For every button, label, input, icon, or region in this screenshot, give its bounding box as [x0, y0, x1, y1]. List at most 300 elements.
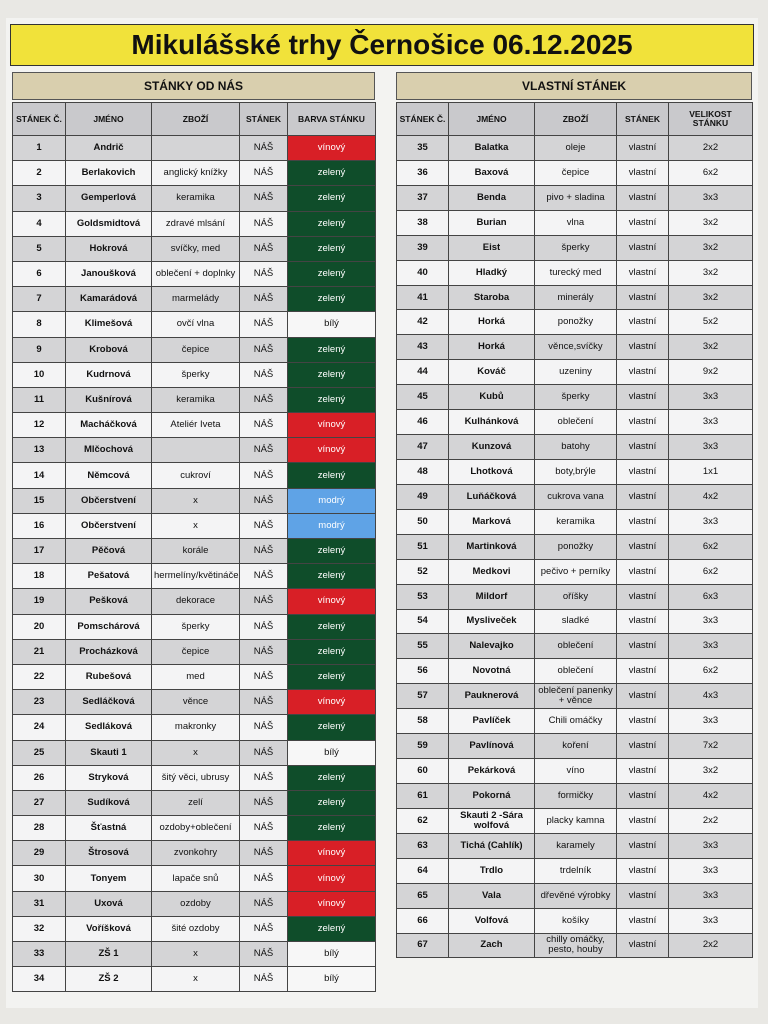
stall-size-cell: 3x3 — [669, 858, 753, 883]
table-row — [397, 584, 753, 609]
table-row — [397, 759, 753, 784]
table-row — [397, 435, 753, 460]
table-row — [13, 916, 376, 941]
table-row — [13, 161, 376, 186]
table-row — [13, 816, 376, 841]
stall-size-cell: 3x3 — [669, 509, 753, 534]
stall-size-cell: 3x3 — [669, 908, 753, 933]
goods-cell — [152, 136, 240, 161]
name-cell: Pěčová — [66, 539, 152, 564]
table-header-row — [13, 103, 376, 136]
table-row — [13, 362, 376, 387]
name-cell: Kováč — [449, 360, 535, 385]
stall-color-cell: zelený — [288, 211, 376, 236]
stall-number-cell: 36 — [397, 160, 449, 185]
stall-number-cell: 43 — [397, 335, 449, 360]
table-row — [397, 459, 753, 484]
stall-size-cell: 6x2 — [669, 559, 753, 584]
goods-cell: oblečení + doplnky — [152, 261, 240, 286]
goods-cell: trdelník — [535, 858, 617, 883]
stall-number-cell: 40 — [397, 260, 449, 285]
table-row — [397, 783, 753, 808]
stall-size-cell: 3x3 — [669, 709, 753, 734]
goods-cell: ozdoby+oblečení — [152, 816, 240, 841]
stand-type-cell: NÁŠ — [240, 539, 288, 564]
stall-color-cell: zelený — [288, 816, 376, 841]
stall-color-cell: vínový — [288, 413, 376, 438]
name-cell: Macháčková — [66, 413, 152, 438]
stall-number-cell: 4 — [13, 211, 66, 236]
stall-size-cell: 6x2 — [669, 534, 753, 559]
goods-cell: keramika — [535, 509, 617, 534]
stall-number-cell: 67 — [397, 933, 449, 958]
stall-color-cell: zelený — [288, 387, 376, 412]
stand-type-cell: NÁŠ — [240, 715, 288, 740]
goods-cell: minerály — [535, 285, 617, 310]
name-cell: Procházková — [66, 639, 152, 664]
stall-number-cell: 56 — [397, 659, 449, 684]
table-row — [397, 933, 753, 958]
goods-cell: uzeniny — [535, 360, 617, 385]
stall-size-cell: 5x2 — [669, 310, 753, 335]
stall-number-cell: 7 — [13, 287, 66, 312]
column-header: BARVA STÁNKU — [288, 103, 376, 136]
name-cell: Skauti 2 -Sára wolfová — [449, 808, 535, 833]
stall-number-cell: 51 — [397, 534, 449, 559]
table-row — [397, 709, 753, 734]
stall-number-cell: 53 — [397, 584, 449, 609]
stand-type-cell: NÁŠ — [240, 362, 288, 387]
goods-cell: x — [152, 967, 240, 992]
name-cell: Kamarádová — [66, 287, 152, 312]
column-header: ZBOŽÍ — [535, 103, 617, 136]
stall-number-cell: 24 — [13, 715, 66, 740]
stand-type-cell: NÁŠ — [240, 816, 288, 841]
stall-color-cell: zelený — [288, 161, 376, 186]
stall-color-cell: zelený — [288, 790, 376, 815]
name-cell: Marková — [449, 509, 535, 534]
table-row — [397, 659, 753, 684]
goods-cell: zdravé mlsání — [152, 211, 240, 236]
table-row — [13, 841, 376, 866]
left-section-heading: STÁNKY OD NÁS — [12, 72, 375, 100]
table-row — [13, 564, 376, 589]
stall-number-cell: 47 — [397, 435, 449, 460]
stall-number-cell: 26 — [13, 765, 66, 790]
goods-cell: šperky — [152, 614, 240, 639]
stand-type-cell: NÁŠ — [240, 639, 288, 664]
goods-cell: x — [152, 942, 240, 967]
stand-type-cell: vlastní — [617, 534, 669, 559]
stall-number-cell: 16 — [13, 513, 66, 538]
goods-cell: makronky — [152, 715, 240, 740]
stall-color-cell: zelený — [288, 337, 376, 362]
stall-size-cell: 3x3 — [669, 410, 753, 435]
table-row — [397, 684, 753, 709]
name-cell: Sudíková — [66, 790, 152, 815]
table-row — [397, 260, 753, 285]
table-row — [13, 186, 376, 211]
stand-type-cell: vlastní — [617, 808, 669, 833]
goods-cell: med — [152, 664, 240, 689]
goods-cell: keramika — [152, 186, 240, 211]
table-row — [397, 235, 753, 260]
stall-number-cell: 34 — [13, 967, 66, 992]
stall-color-cell: vínový — [288, 136, 376, 161]
stall-color-cell: zelený — [288, 261, 376, 286]
name-cell: Kušnírová — [66, 387, 152, 412]
table-row — [13, 765, 376, 790]
stall-color-cell: zelený — [288, 362, 376, 387]
goods-cell: sladké — [535, 609, 617, 634]
stall-number-cell: 23 — [13, 690, 66, 715]
table-row — [13, 614, 376, 639]
stall-number-cell: 29 — [13, 841, 66, 866]
stand-type-cell: vlastní — [617, 659, 669, 684]
stand-type-cell: NÁŠ — [240, 891, 288, 916]
stall-number-cell: 18 — [13, 564, 66, 589]
table-row — [13, 664, 376, 689]
stand-type-cell: NÁŠ — [240, 261, 288, 286]
goods-cell: hermelíny/květináče — [152, 564, 240, 589]
stall-number-cell: 41 — [397, 285, 449, 310]
goods-cell: oblečení — [535, 659, 617, 684]
stall-number-cell: 42 — [397, 310, 449, 335]
goods-cell: košíky — [535, 908, 617, 933]
stall-number-cell: 21 — [13, 639, 66, 664]
table-row — [13, 287, 376, 312]
stall-color-cell: modrý — [288, 513, 376, 538]
name-cell: Mildorf — [449, 584, 535, 609]
stall-size-cell: 3x2 — [669, 260, 753, 285]
stall-size-cell: 3x2 — [669, 285, 753, 310]
stall-number-cell: 12 — [13, 413, 66, 438]
name-cell: Novotná — [449, 659, 535, 684]
stand-type-cell: vlastní — [617, 734, 669, 759]
table-row — [13, 589, 376, 614]
table-row — [397, 335, 753, 360]
name-cell: Sedláková — [66, 715, 152, 740]
goods-cell: anglický knížky — [152, 161, 240, 186]
name-cell: Kubů — [449, 385, 535, 410]
stall-number-cell: 1 — [13, 136, 66, 161]
stand-type-cell: NÁŠ — [240, 614, 288, 639]
stall-number-cell: 45 — [397, 385, 449, 410]
table-row — [13, 261, 376, 286]
stall-color-cell: zelený — [288, 236, 376, 261]
stall-color-cell: bílý — [288, 967, 376, 992]
stall-color-cell: vínový — [288, 866, 376, 891]
table-row — [397, 385, 753, 410]
table-row — [397, 808, 753, 833]
table-row — [13, 211, 376, 236]
stand-type-cell: vlastní — [617, 285, 669, 310]
stand-type-cell: vlastní — [617, 435, 669, 460]
name-cell: Voříšková — [66, 916, 152, 941]
stall-number-cell: 5 — [13, 236, 66, 261]
name-cell: Lhotková — [449, 459, 535, 484]
column-header: ZBOŽÍ — [152, 103, 240, 136]
stall-size-cell: 3x3 — [669, 833, 753, 858]
stall-color-cell: vínový — [288, 438, 376, 463]
table-row — [13, 236, 376, 261]
table-row — [13, 488, 376, 513]
table-row — [13, 715, 376, 740]
stall-color-cell: zelený — [288, 765, 376, 790]
stand-type-cell: NÁŠ — [240, 690, 288, 715]
stall-number-cell: 30 — [13, 866, 66, 891]
name-cell: Burian — [449, 210, 535, 235]
stall-size-cell: 6x2 — [669, 659, 753, 684]
stall-size-cell: 3x3 — [669, 435, 753, 460]
stand-type-cell: vlastní — [617, 833, 669, 858]
goods-cell: čepice — [152, 639, 240, 664]
name-cell: Pešatová — [66, 564, 152, 589]
goods-cell: ovčí vlna — [152, 312, 240, 337]
table-row — [397, 609, 753, 634]
stall-number-cell: 65 — [397, 883, 449, 908]
stall-number-cell: 14 — [13, 463, 66, 488]
stand-type-cell: NÁŠ — [240, 916, 288, 941]
stand-type-cell: NÁŠ — [240, 513, 288, 538]
stall-number-cell: 22 — [13, 664, 66, 689]
name-cell: Pavlíček — [449, 709, 535, 734]
stand-type-cell: vlastní — [617, 858, 669, 883]
goods-cell: věnce — [152, 690, 240, 715]
stand-type-cell: vlastní — [617, 360, 669, 385]
stand-type-cell: vlastní — [617, 908, 669, 933]
name-cell: Rubešová — [66, 664, 152, 689]
stall-number-cell: 59 — [397, 734, 449, 759]
stand-type-cell: vlastní — [617, 385, 669, 410]
stand-type-cell: NÁŠ — [240, 136, 288, 161]
stall-color-cell: vínový — [288, 589, 376, 614]
goods-cell: svíčky, med — [152, 236, 240, 261]
stall-size-cell: 4x3 — [669, 684, 753, 709]
name-cell: Pauknerová — [449, 684, 535, 709]
stall-number-cell: 60 — [397, 759, 449, 784]
stall-size-cell: 2x2 — [669, 136, 753, 161]
own-stalls-table — [396, 102, 753, 958]
name-cell: Staroba — [449, 285, 535, 310]
stand-type-cell: NÁŠ — [240, 236, 288, 261]
stand-type-cell: vlastní — [617, 584, 669, 609]
stand-type-cell: NÁŠ — [240, 438, 288, 463]
table-row — [397, 360, 753, 385]
table-row — [397, 833, 753, 858]
stall-number-cell: 15 — [13, 488, 66, 513]
goods-cell: korále — [152, 539, 240, 564]
stall-size-cell: 3x2 — [669, 210, 753, 235]
name-cell: Pekárková — [449, 759, 535, 784]
stall-color-cell: zelený — [288, 639, 376, 664]
goods-cell: batohy — [535, 435, 617, 460]
stall-number-cell: 66 — [397, 908, 449, 933]
table-row — [397, 310, 753, 335]
stall-number-cell: 13 — [13, 438, 66, 463]
table-row — [13, 891, 376, 916]
stall-number-cell: 25 — [13, 740, 66, 765]
stand-type-cell: NÁŠ — [240, 387, 288, 412]
stand-type-cell: NÁŠ — [240, 589, 288, 614]
table-row — [13, 539, 376, 564]
name-cell: Krobová — [66, 337, 152, 362]
stand-type-cell: vlastní — [617, 160, 669, 185]
name-cell: ZŠ 1 — [66, 942, 152, 967]
stand-type-cell: vlastní — [617, 684, 669, 709]
name-cell: Baxová — [449, 160, 535, 185]
stand-type-cell: vlastní — [617, 634, 669, 659]
name-cell: Skauti 1 — [66, 740, 152, 765]
name-cell: Zach — [449, 933, 535, 958]
name-cell: Kulhánková — [449, 410, 535, 435]
goods-cell: čepice — [535, 160, 617, 185]
stall-size-cell: 6x3 — [669, 584, 753, 609]
name-cell: Tichá (Cahlík) — [449, 833, 535, 858]
stall-size-cell: 1x1 — [669, 459, 753, 484]
stand-type-cell: NÁŠ — [240, 211, 288, 236]
stand-type-cell: NÁŠ — [240, 967, 288, 992]
column-header: JMÉNO — [449, 103, 535, 136]
stand-type-cell: vlastní — [617, 335, 669, 360]
table-row — [13, 790, 376, 815]
stand-type-cell: vlastní — [617, 559, 669, 584]
column-header: STÁNEK Č. — [13, 103, 66, 136]
stall-number-cell: 19 — [13, 589, 66, 614]
stall-number-cell: 6 — [13, 261, 66, 286]
table-row — [13, 463, 376, 488]
stall-size-cell: 7x2 — [669, 734, 753, 759]
column-header: VELIKOST STÁNKU — [669, 103, 753, 136]
stall-size-cell: 4x2 — [669, 783, 753, 808]
name-cell: Balatka — [449, 136, 535, 161]
name-cell: Klimešová — [66, 312, 152, 337]
column-header: STÁNEK — [240, 103, 288, 136]
stand-type-cell: vlastní — [617, 310, 669, 335]
stall-number-cell: 20 — [13, 614, 66, 639]
name-cell: Hokrová — [66, 236, 152, 261]
goods-cell: cukroví — [152, 463, 240, 488]
name-cell: Pešková — [66, 589, 152, 614]
stall-color-cell: zelený — [288, 715, 376, 740]
stall-number-cell: 9 — [13, 337, 66, 362]
stall-number-cell: 32 — [13, 916, 66, 941]
goods-cell: šperky — [535, 235, 617, 260]
name-cell: Luňáčková — [449, 484, 535, 509]
goods-cell: keramika — [152, 387, 240, 412]
goods-cell: pivo + sladina — [535, 185, 617, 210]
stand-type-cell: NÁŠ — [240, 564, 288, 589]
goods-cell: cukrova vana — [535, 484, 617, 509]
stand-type-cell: vlastní — [617, 484, 669, 509]
stall-number-cell: 10 — [13, 362, 66, 387]
name-cell: Vala — [449, 883, 535, 908]
goods-cell: marmelády — [152, 287, 240, 312]
stall-color-cell: vínový — [288, 841, 376, 866]
goods-cell: pečivo + perníky — [535, 559, 617, 584]
stand-type-cell: NÁŠ — [240, 337, 288, 362]
name-cell: Kudrnová — [66, 362, 152, 387]
stall-number-cell: 50 — [397, 509, 449, 534]
name-cell: Občerstvení — [66, 513, 152, 538]
table-row — [13, 438, 376, 463]
table-row — [13, 513, 376, 538]
stall-number-cell: 8 — [13, 312, 66, 337]
name-cell: Mlčochová — [66, 438, 152, 463]
table-row — [13, 866, 376, 891]
table-row — [13, 136, 376, 161]
name-cell: Němcová — [66, 463, 152, 488]
stall-size-cell: 3x3 — [669, 185, 753, 210]
name-cell: Nalevajko — [449, 634, 535, 659]
stand-type-cell: NÁŠ — [240, 942, 288, 967]
stand-type-cell: vlastní — [617, 260, 669, 285]
stall-number-cell: 54 — [397, 609, 449, 634]
name-cell: Tonyem — [66, 866, 152, 891]
stand-type-cell: NÁŠ — [240, 765, 288, 790]
table-row — [397, 210, 753, 235]
stall-number-cell: 3 — [13, 186, 66, 211]
name-cell: Andrič — [66, 136, 152, 161]
table-row — [397, 160, 753, 185]
stand-type-cell: NÁŠ — [240, 841, 288, 866]
goods-cell: Chili omáčky — [535, 709, 617, 734]
stand-type-cell: vlastní — [617, 210, 669, 235]
stall-number-cell: 35 — [397, 136, 449, 161]
stand-type-cell: NÁŠ — [240, 488, 288, 513]
stand-type-cell: vlastní — [617, 459, 669, 484]
goods-cell: zvonkohry — [152, 841, 240, 866]
stall-number-cell: 2 — [13, 161, 66, 186]
goods-cell: Ateliér Iveta — [152, 413, 240, 438]
stand-type-cell: vlastní — [617, 185, 669, 210]
name-cell: Pokorná — [449, 783, 535, 808]
column-header: STÁNEK — [617, 103, 669, 136]
stall-number-cell: 11 — [13, 387, 66, 412]
column-header: STÁNEK Č. — [397, 103, 449, 136]
name-cell: Mysliveček — [449, 609, 535, 634]
table-row — [13, 967, 376, 992]
table-row — [397, 410, 753, 435]
stall-number-cell: 58 — [397, 709, 449, 734]
stand-type-cell: NÁŠ — [240, 740, 288, 765]
stand-type-cell: vlastní — [617, 783, 669, 808]
stall-number-cell: 33 — [13, 942, 66, 967]
goods-cell: oleje — [535, 136, 617, 161]
goods-cell: placky kamna — [535, 808, 617, 833]
goods-cell: šitý věci, ubrusy — [152, 765, 240, 790]
name-cell: Uxová — [66, 891, 152, 916]
name-cell: Eist — [449, 235, 535, 260]
stand-type-cell: NÁŠ — [240, 161, 288, 186]
page-title: Mikulášské trhy Černošice 06.12.2025 — [10, 24, 754, 66]
stall-color-cell: bílý — [288, 942, 376, 967]
stall-color-cell: zelený — [288, 186, 376, 211]
table-row — [397, 634, 753, 659]
name-cell: ZŠ 2 — [66, 967, 152, 992]
table-row — [397, 136, 753, 161]
stall-size-cell: 3x2 — [669, 759, 753, 784]
name-cell: Gemperlová — [66, 186, 152, 211]
stall-color-cell: zelený — [288, 287, 376, 312]
name-cell: Volfová — [449, 908, 535, 933]
stall-number-cell: 28 — [13, 816, 66, 841]
table-row — [13, 337, 376, 362]
stall-number-cell: 31 — [13, 891, 66, 916]
stand-type-cell: NÁŠ — [240, 664, 288, 689]
table-row — [13, 312, 376, 337]
table-row — [397, 285, 753, 310]
